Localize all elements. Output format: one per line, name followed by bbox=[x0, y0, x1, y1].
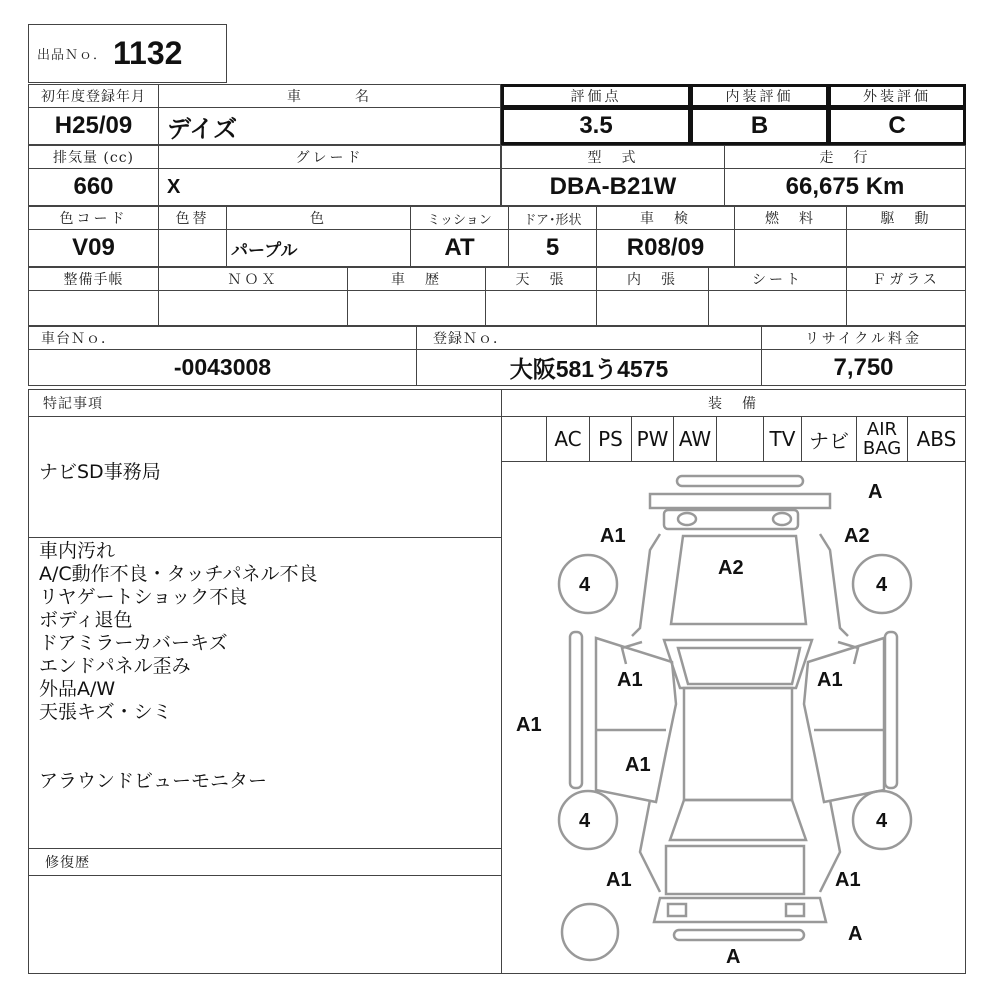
score-label: 評価点 bbox=[501, 84, 691, 108]
notes-item: ボディ退色 bbox=[39, 609, 133, 631]
damage-front: A bbox=[868, 481, 883, 503]
damage-front-left: A1 bbox=[600, 525, 626, 547]
repair-history-value bbox=[28, 875, 502, 974]
color-code-label: 色コード bbox=[28, 206, 159, 230]
front-glass-label: Ｆガラス bbox=[846, 267, 966, 291]
equipment-blank-1 bbox=[501, 416, 547, 462]
chassis-value: -0043008 bbox=[28, 349, 417, 386]
inspection-value: R08/09 bbox=[596, 229, 735, 267]
fuel-value bbox=[734, 229, 847, 267]
mileage-value: 66,675 Km bbox=[724, 168, 966, 206]
maintenance-label: 整備手帳 bbox=[28, 267, 159, 291]
equipment-blank-2 bbox=[716, 416, 764, 462]
nox-value bbox=[158, 290, 348, 326]
notes-box-main bbox=[28, 537, 502, 849]
damage-tire-front-right: 4 bbox=[876, 574, 888, 596]
exterior-eval-label: 外装評価 bbox=[828, 84, 966, 108]
registration-value: 大阪581う4575 bbox=[416, 349, 762, 386]
chassis-label: 車台Ｎｏ． bbox=[28, 326, 417, 350]
damage-rear-right: A1 bbox=[835, 869, 861, 891]
door-label: ドア･形状 bbox=[508, 206, 597, 230]
repair-history-label: 修復歴 bbox=[28, 848, 502, 876]
interior-lining-value bbox=[596, 290, 709, 326]
lot-box bbox=[28, 24, 227, 83]
interior-eval-label: 内装評価 bbox=[690, 84, 829, 108]
mission-label: ミッション bbox=[410, 206, 509, 230]
equipment-abs: ABS bbox=[907, 416, 966, 462]
year-value: H25/09 bbox=[28, 107, 159, 145]
car-name-value: デイズ bbox=[158, 107, 501, 145]
drive-label: 駆 動 bbox=[846, 206, 966, 230]
seat-label: シート bbox=[708, 267, 847, 291]
color-code-value: V09 bbox=[28, 229, 159, 267]
exterior-eval-value: C bbox=[828, 107, 966, 145]
damage-tire-front-left: 4 bbox=[579, 574, 591, 596]
damage-diagram-box bbox=[501, 461, 966, 974]
model-value: DBA-B21W bbox=[501, 168, 725, 206]
damage-tire-rear-left: 4 bbox=[579, 810, 591, 832]
color-label: 色 bbox=[226, 206, 411, 230]
equipment-label: 装 備 bbox=[501, 389, 966, 417]
notes-item: エンドパネル歪み bbox=[39, 655, 191, 677]
lot-label: 出品Ｎｏ． bbox=[37, 48, 108, 63]
maintenance-value bbox=[28, 290, 159, 326]
damage-door-right: A1 bbox=[817, 669, 843, 691]
interior-eval-value: B bbox=[690, 107, 829, 145]
inspection-label: 車 検 bbox=[596, 206, 735, 230]
damage-side-left: A1 bbox=[516, 714, 542, 736]
equipment-ac: AC bbox=[546, 416, 590, 462]
lot-number: 1132 bbox=[113, 35, 183, 71]
equipment-aw: AW bbox=[673, 416, 717, 462]
displacement-label: 排気量 (cc) bbox=[28, 145, 159, 169]
score-value: 3.5 bbox=[501, 107, 691, 145]
roof-lining-value bbox=[485, 290, 597, 326]
damage-rear-right-corner: A bbox=[848, 923, 863, 945]
damage-hood: A2 bbox=[718, 557, 744, 579]
color-value: パープル bbox=[226, 229, 411, 267]
notes-item: 車内汚れ bbox=[39, 540, 116, 562]
interior-lining-label: 内 張 bbox=[596, 267, 709, 291]
year-label: 初年度登録年月 bbox=[28, 84, 159, 108]
color-change-label: 色替 bbox=[158, 206, 227, 230]
registration-label: 登録Ｎｏ． bbox=[416, 326, 762, 350]
color-change-value bbox=[158, 229, 227, 267]
model-label: 型 式 bbox=[501, 145, 725, 169]
drive-value bbox=[846, 229, 966, 267]
notes-item: 外品A/W bbox=[39, 678, 116, 700]
displacement-value: 660 bbox=[28, 168, 159, 206]
door-value: 5 bbox=[508, 229, 597, 267]
notes-line-1: ナビSD事務局 bbox=[39, 461, 161, 483]
notes-item: アラウンドビューモニター bbox=[39, 770, 268, 792]
grade-label: グレード bbox=[158, 145, 501, 169]
car-history-value bbox=[347, 290, 486, 326]
notes-item: ドアミラーカバーキズ bbox=[39, 632, 228, 654]
notes-item: A/C動作不良・タッチパネル不良 bbox=[39, 563, 318, 585]
mission-value: AT bbox=[410, 229, 509, 267]
equipment-pw: PW bbox=[631, 416, 674, 462]
equipment-ps: PS bbox=[589, 416, 632, 462]
roof-lining-label: 天 張 bbox=[485, 267, 597, 291]
car-history-label: 車 歴 bbox=[347, 267, 486, 291]
damage-roof: A1 bbox=[625, 754, 651, 776]
recycle-value: 7,750 bbox=[761, 349, 966, 386]
mileage-label: 走 行 bbox=[724, 145, 966, 169]
nox-label: ＮＯＸ bbox=[158, 267, 348, 291]
seat-value bbox=[708, 290, 847, 326]
damage-rear-left: A1 bbox=[606, 869, 632, 891]
front-glass-value bbox=[846, 290, 966, 326]
car-name-label: 車 名 bbox=[158, 84, 501, 108]
damage-tire-rear-right: 4 bbox=[876, 810, 888, 832]
damage-rear-bumper: A bbox=[726, 946, 741, 968]
recycle-label: リサイクル料金 bbox=[761, 326, 966, 350]
notes-item: リヤゲートショック不良 bbox=[39, 586, 248, 608]
notes-label: 特記事項 bbox=[28, 389, 502, 417]
grade-value: X bbox=[158, 168, 501, 206]
equipment-airbag: AIR BAG bbox=[856, 416, 908, 462]
notes-item: 天張キズ・シミ bbox=[39, 701, 172, 723]
damage-door-left: A1 bbox=[617, 669, 643, 691]
damage-front-right: A2 bbox=[844, 525, 870, 547]
fuel-label: 燃 料 bbox=[734, 206, 847, 230]
equipment-tv: TV bbox=[763, 416, 802, 462]
notes-box-top bbox=[28, 416, 502, 538]
equipment-navi: ナビ bbox=[801, 416, 857, 462]
